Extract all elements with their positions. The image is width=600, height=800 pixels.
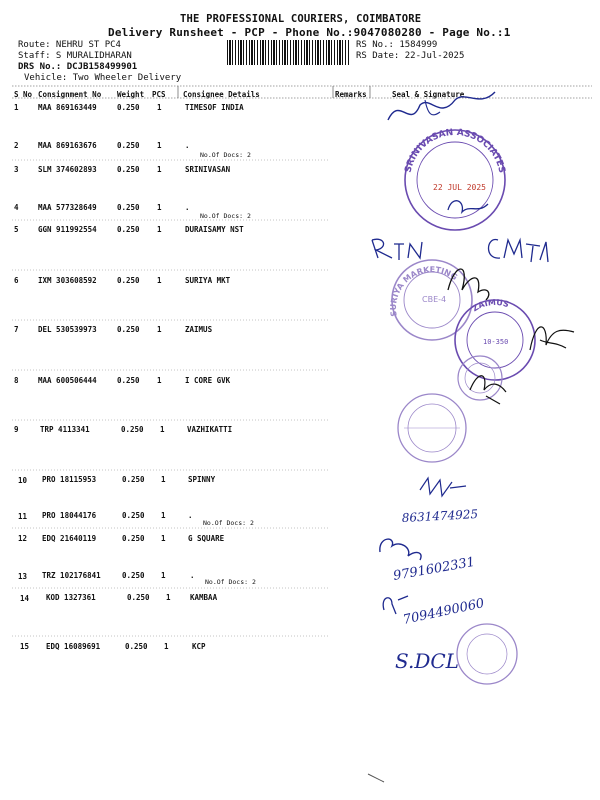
row-9-consignee: VAZHIKATTI	[187, 425, 233, 434]
row-12-signature	[380, 539, 421, 560]
col-remarks: Remarks	[335, 90, 367, 99]
row-8-consignee: I CORE GVK	[185, 376, 231, 385]
row-13-consignment: TRZ 102176841	[42, 571, 101, 580]
col-weight: Weight	[117, 90, 145, 99]
row-11-weight: 0.250	[122, 511, 145, 520]
row-7-weight: 0.250	[117, 325, 140, 334]
row-8-weight: 0.250	[117, 376, 140, 385]
srinivasan-stamp-text: SRINIVASAN ASSOCIATES	[403, 127, 507, 174]
row-2-weight: 0.250	[117, 141, 140, 150]
row-14-signature	[383, 596, 408, 614]
row-9-weight: 0.250	[121, 425, 144, 434]
row-11-sno: 11	[18, 512, 28, 521]
row-3-consignee: SRINIVASAN	[185, 165, 231, 174]
svg-text:SURIYA MARKETING	[389, 265, 459, 317]
row-2-consignment: MAA 869163676	[38, 141, 97, 150]
suriya-stamp	[389, 260, 472, 340]
row-6-pcs: 1	[157, 276, 162, 285]
row-6-sno: 6	[14, 276, 19, 285]
row-1-sno: 1	[14, 103, 19, 112]
row-10-pcs: 1	[161, 475, 166, 484]
row-separators	[12, 160, 330, 636]
row-8-sno: 8	[14, 376, 19, 385]
row-5-consignment: GGN 911992554	[38, 225, 97, 234]
row-3-consignment: SLM 374602893	[38, 165, 97, 174]
row-12-sno: 12	[18, 534, 28, 543]
zaimus-stamp	[455, 298, 535, 380]
row-5-signature-cmtl	[489, 240, 549, 262]
zaimus-stamp-text: ZAIMUS	[470, 297, 511, 314]
row-4-docs: No.Of Docs: 2	[200, 212, 251, 220]
row-15-sno: 15	[20, 642, 30, 651]
row-8-pcs: 1	[157, 376, 162, 385]
row-11-consignee: .	[188, 511, 193, 520]
document-title: THE PROFESSIONAL COURIERS, COIMBATORE	[180, 13, 422, 25]
vehicle-label: Vehicle: Two Wheeler Delivery	[24, 73, 182, 83]
row-15-signature: S.DCL	[395, 649, 459, 673]
row-1-consignee: TIMESOF INDIA	[185, 103, 244, 112]
row-10-phone: 8631474925	[401, 507, 479, 525]
row-6-consignment: IXM 303608592	[38, 276, 97, 285]
col-seal: Seal & Signature	[392, 90, 465, 99]
row-13-docs: No.Of Docs: 2	[205, 578, 256, 586]
row-9-pcs: 1	[160, 425, 165, 434]
row-5-signature-rtn	[372, 239, 422, 260]
row-4-consignment: MAA 577328649	[38, 203, 97, 212]
row-6-weight: 0.250	[117, 276, 140, 285]
row-2-docs: No.Of Docs: 2	[200, 151, 251, 159]
row-7-consignment: DEL 530539973	[38, 325, 97, 334]
row-1-weight: 0.250	[117, 103, 140, 112]
row-12-weight: 0.250	[122, 534, 145, 543]
row-10-sno: 10	[18, 476, 28, 485]
row-12-consignment: EDQ 21640119	[42, 534, 97, 543]
row-5-weight: 0.250	[117, 225, 140, 234]
suriya-stamp-text: SURIYA MARKETING	[388, 265, 459, 318]
row-9-sno: 9	[14, 425, 19, 434]
row-3-pcs: 1	[157, 165, 162, 174]
row-14-weight: 0.250	[127, 593, 150, 602]
document-subtitle: Delivery Runsheet - PCP - Phone No.:9047080280 - Page No.:1	[108, 26, 511, 39]
row-14-phone: 7094490060	[401, 596, 486, 628]
col-pcs: PCS	[152, 90, 166, 99]
row-15-pcs: 1	[164, 642, 169, 651]
kcp-stamp	[457, 624, 517, 684]
row-12-consignee: G SQUARE	[188, 534, 225, 543]
row-2-sno: 2	[14, 141, 19, 150]
row-7-sno: 7	[14, 325, 19, 334]
row-11-pcs: 1	[161, 511, 166, 520]
row-4-weight: 0.250	[117, 203, 140, 212]
row-15-consignee: KCP	[192, 642, 206, 651]
stray-mark	[368, 774, 384, 782]
row-11-docs: No.Of Docs: 2	[203, 519, 254, 527]
row-10-weight: 0.250	[122, 475, 145, 484]
row-12-phone: 9791602331	[392, 554, 477, 584]
vazhikatti-stamp	[398, 394, 466, 462]
stamp-date: 22 JUL 2025	[433, 183, 486, 192]
row-2-pcs: 1	[157, 141, 162, 150]
col-consignment: Consignment No	[38, 90, 102, 99]
col-consignee: Consignee Details	[183, 90, 260, 99]
row-5-pcs: 1	[157, 225, 162, 234]
row-13-weight: 0.250	[122, 571, 145, 580]
row-7-signature	[530, 327, 574, 350]
srinivasan-stamp	[404, 128, 507, 230]
row-13-pcs: 1	[161, 571, 166, 580]
row-10-consignee: SPINNY	[188, 475, 216, 484]
route-label: Route: NEHRU ST PC4	[18, 40, 121, 50]
row-14-consignee: KAMBAA	[190, 593, 218, 602]
row-14-consignment: KOD 1327361	[46, 593, 96, 602]
row-14-sno: 14	[20, 594, 30, 603]
col-sno: S No	[14, 90, 33, 99]
row-7-pcs: 1	[157, 325, 162, 334]
row-14-pcs: 1	[166, 593, 171, 602]
row-7-consignee: ZAIMUS	[185, 325, 213, 334]
row-12-pcs: 1	[161, 534, 166, 543]
row-4-sno: 4	[14, 203, 19, 212]
row-9-consignment: TRP 4113341	[40, 425, 90, 434]
zaimus-stamp-num: 10-350	[483, 338, 509, 346]
row-15-consignment: EDQ 16089691	[46, 642, 101, 651]
row-13-consignee: .	[190, 571, 195, 580]
row-5-sno: 5	[14, 225, 19, 234]
icore-stamp	[458, 356, 502, 400]
row-3-weight: 0.250	[117, 165, 140, 174]
row-10-signature	[420, 478, 466, 496]
row-1-pcs: 1	[157, 103, 162, 112]
row-3-sno: 3	[14, 165, 19, 174]
rs-number: RS No.: 1584999	[356, 40, 438, 50]
rs-date: RS Date: 22-Jul-2025	[356, 51, 465, 61]
row-4-consignee: .	[185, 203, 190, 212]
row-11-consignment: PRO 18044176	[42, 511, 97, 520]
row-8-consignment: MAA 600506444	[38, 376, 97, 385]
row-10-consignment: PRO 18115953	[42, 475, 97, 484]
row-13-sno: 13	[18, 572, 28, 581]
row-2-consignee: .	[185, 141, 190, 150]
suriya-stamp-sub: CBE-4	[422, 295, 447, 304]
row-15-weight: 0.250	[125, 642, 148, 651]
row-6-consignee: SURIYA MKT	[185, 276, 231, 285]
row-5-consignee: DURAISAMY NST	[185, 225, 244, 234]
row-4-pcs: 1	[157, 203, 162, 212]
drs-label: DRS No.: DCJB158499901	[18, 62, 138, 72]
svg-text:ZAIMUS	[471, 298, 510, 313]
row-1-consignment: MAA 869163449	[38, 103, 97, 112]
row-1-signature	[388, 92, 495, 120]
staff-label: Staff: S MURALIDHARAN	[18, 51, 132, 61]
